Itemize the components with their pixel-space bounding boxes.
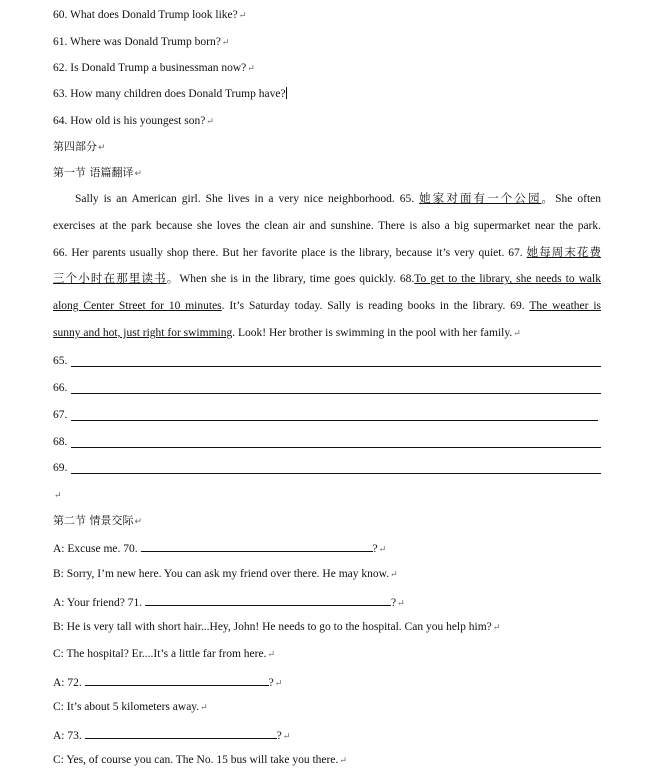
question-61: 61. Where was Donald Trump born?↵ bbox=[53, 36, 230, 48]
answer-blank-68[interactable]: 68. bbox=[53, 436, 68, 448]
question-60: 60. What does Donald Trump look like?↵ bbox=[53, 9, 247, 21]
answer-line bbox=[71, 447, 601, 448]
question-63: 63. How many children does Donald Trump have? bbox=[53, 88, 286, 100]
question-64: 64. How old is his youngest son?↵ bbox=[53, 115, 214, 127]
dialogue-line: B: Sorry, I’m new here. You can ask my friend over there. He may know.↵ bbox=[53, 568, 398, 580]
answer-blank-70[interactable] bbox=[141, 540, 373, 552]
dialogue-line: C: Yes, of course you can. The No. 15 bus will take you there.↵ bbox=[53, 754, 347, 766]
answer-blank-73[interactable] bbox=[85, 727, 277, 739]
answer-blank-71[interactable] bbox=[145, 594, 391, 606]
dialogue-line: C: It’s about 5 kilometers away.↵ bbox=[53, 701, 208, 713]
answer-blank-65[interactable]: 65. bbox=[53, 355, 68, 367]
dialogue-line-72: A: 72. ?↵ bbox=[53, 674, 282, 689]
dialogue-line-71: A: Your friend? 71. ?↵ bbox=[53, 594, 405, 609]
answer-blank-72[interactable] bbox=[85, 674, 269, 686]
answer-line bbox=[71, 473, 601, 474]
paragraph-mark: ↵ bbox=[54, 490, 62, 500]
passage-line: 三个小时在那里读书。When she is in the library, time goes quickly. 68.To get to the library, she needs to walk bbox=[53, 273, 601, 286]
part-title: 第四部分↵ bbox=[53, 140, 106, 153]
answer-blank-69[interactable]: 69. bbox=[53, 462, 68, 474]
dialogue-line-73: A: 73. ?↵ bbox=[53, 727, 290, 742]
translation-passage bbox=[53, 186, 601, 347]
answer-blank-66[interactable]: 66. bbox=[53, 382, 68, 394]
text-cursor bbox=[286, 87, 287, 99]
passage-line: 66. Her parents usually shop there. But her favorite place is the library, because it’s very quiet. 67. 她每周末花费 bbox=[53, 246, 602, 259]
answer-line bbox=[71, 393, 601, 394]
section1-title: 第一节 语篇翻译↵ bbox=[53, 166, 143, 179]
passage-line: along Center Street for 10 minutes. It’s Saturday today. Sally is reading books in the library. 69. The weather is bbox=[53, 300, 601, 313]
question-62: 62. Is Donald Trump a businessman now?↵ bbox=[53, 62, 255, 74]
dialogue-line: C: The hospital? Er....It’s a little far from here.↵ bbox=[53, 648, 275, 660]
passage-line: exercises at the park because she loves the clean air and sunshine. There is also a big supermarket near the park. bbox=[53, 219, 601, 232]
dialogue-line-70: A: Excuse me. 70. ?↵ bbox=[53, 540, 386, 555]
answer-line bbox=[71, 366, 601, 367]
answer-blank-67[interactable]: 67. bbox=[53, 409, 68, 421]
dialogue-line: B: He is very tall with short hair...Hey, John! He needs to go to the hospital. Can you help him?↵ bbox=[53, 621, 501, 633]
answer-line bbox=[71, 420, 598, 421]
passage-line: sunny and hot, just right for swimming. Look! Her brother is swimming in the pool with her family.↵ bbox=[53, 326, 521, 339]
section2-title: 第二节 情景交际↵ bbox=[53, 514, 143, 527]
passage-line: Sally is an American girl. She lives in a very nice neighborhood. 65. 她家对面有一个公园。She often bbox=[75, 193, 602, 205]
